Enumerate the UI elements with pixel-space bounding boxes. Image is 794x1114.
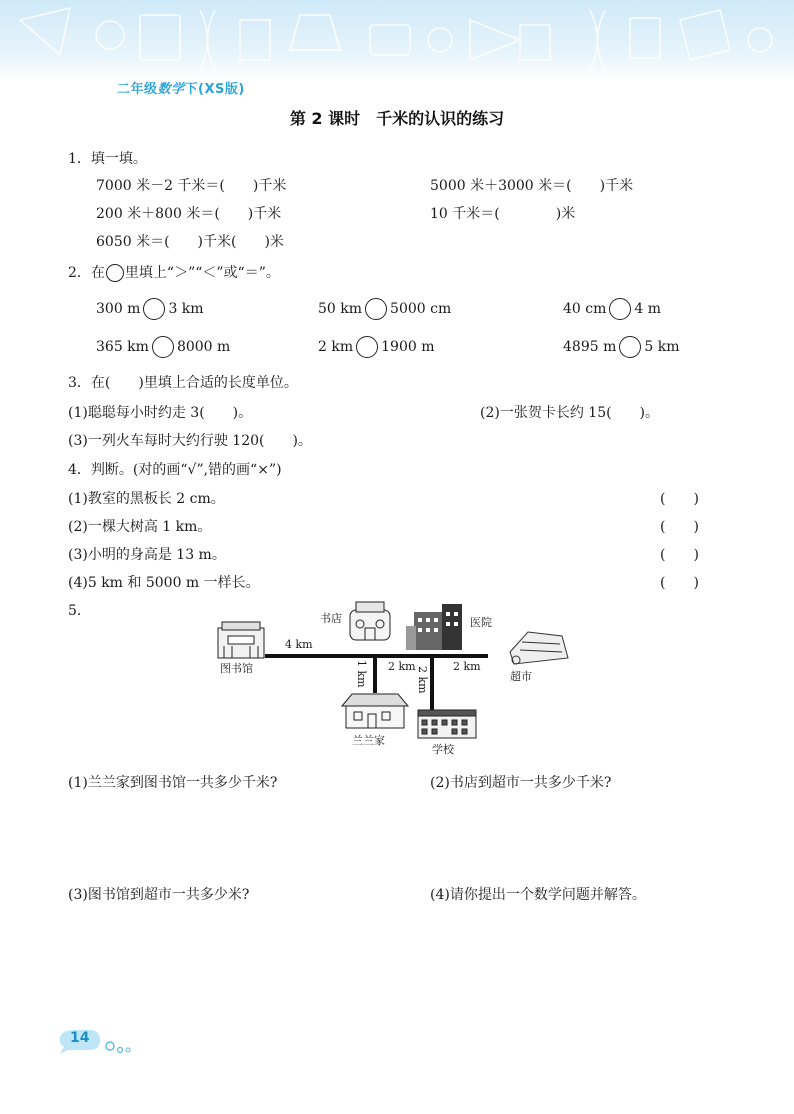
compare-circle-input[interactable] [152, 336, 174, 358]
library-label: 图书馆 [220, 662, 253, 675]
library-icon [218, 622, 264, 658]
q4-item: (4)5 km 和 5000 m 一样长。 [68, 575, 260, 591]
supermarket-icon [510, 632, 568, 664]
house-icon [342, 694, 408, 728]
page-badge-icon [54, 1024, 144, 1056]
q5-question: (1)兰兰家到图书馆一共多少千米? [68, 775, 278, 791]
q2-right: 8000 m [176, 339, 231, 355]
distance-supermarket: 2 km [453, 660, 481, 673]
judge-bracket[interactable]: ( ) [660, 519, 699, 535]
q2-right: 4 m [634, 301, 662, 317]
distance-school: 2 km [416, 666, 429, 694]
distance-library: 4 km [285, 638, 313, 651]
q2-item [563, 298, 661, 320]
page-number: 14 [70, 1030, 90, 1046]
q1-item: 7000 米－2 千米＝( )千米 [96, 178, 287, 194]
q2-heading-pre: 2．在 [68, 265, 105, 281]
q2-right: 5 km [644, 339, 680, 355]
q1-item: 6050 米＝( )千米( )米 [96, 234, 284, 250]
compare-circle-icon [106, 264, 124, 282]
compare-circle-input[interactable] [143, 298, 165, 320]
q4-item: (1)教室的黑板长 2 cm。 [68, 491, 225, 507]
q2-left: 50 km [318, 301, 363, 317]
q4-item: (3)小明的身高是 13 m。 [68, 547, 226, 563]
q3-item: (3)一列火车每时大约行驶 120( )。 [68, 433, 312, 449]
school-icon [418, 710, 476, 738]
judge-bracket[interactable]: ( ) [660, 547, 699, 563]
grade-suffix: 下(XS版) [184, 82, 245, 97]
page-number-badge [58, 1024, 104, 1056]
q2-left: 40 cm [563, 301, 607, 317]
grade-prefix: 二年级 [117, 82, 158, 97]
q2-item [318, 298, 451, 320]
q1-heading: 1．填一填。 [68, 151, 147, 167]
compare-circle-input[interactable] [365, 298, 387, 320]
supermarket-label: 超市 [510, 670, 532, 683]
q5-question: (4)请你提出一个数学问题并解答。 [430, 887, 646, 903]
q2-heading-post: 里填上“＞”“＜”或“＝”。 [124, 265, 280, 281]
lanlan-home-label: 兰兰家 [352, 734, 385, 747]
compare-circle-input[interactable] [356, 336, 378, 358]
school-label: 学校 [432, 743, 454, 756]
compare-circle-input[interactable] [609, 298, 631, 320]
q2-left: 300 m [96, 301, 141, 317]
grade-label [117, 78, 245, 97]
q2-heading [68, 262, 280, 282]
q2-right: 3 km [168, 301, 204, 317]
page-title: 第 2 课时 千米的认识的练习 [289, 109, 505, 128]
hospital-icon [406, 604, 462, 650]
q2-item [96, 298, 204, 320]
subject-label: 数学 [157, 82, 185, 97]
q2-item [318, 336, 434, 358]
judge-bracket[interactable]: ( ) [660, 491, 699, 507]
q3-item: (2)一张贺卡长约 15( )。 [480, 405, 660, 421]
judge-bracket[interactable]: ( ) [660, 575, 699, 591]
hospital-label: 医院 [470, 616, 492, 629]
compare-circle-input[interactable] [619, 336, 641, 358]
q2-item [563, 336, 679, 358]
q2-right: 5000 cm [390, 301, 452, 317]
q3-item: (1)聪聪每小时约走 3( )。 [68, 405, 253, 421]
q4-heading: 4．判断。(对的画“√”,错的画“×”) [68, 462, 282, 478]
route-map [210, 598, 580, 758]
q3-heading: 3．在( )里填上合适的长度单位。 [68, 375, 298, 391]
q5-heading: 5． [68, 603, 91, 619]
bookstore-icon [350, 602, 390, 640]
q1-item: 10 千米＝( )米 [430, 206, 576, 222]
header-decoration [0, 0, 794, 80]
q1-item: 5000 米＋3000 米＝( )千米 [430, 178, 634, 194]
q2-left: 365 km [96, 339, 149, 355]
q5-question: (3)图书馆到超市一共多少米? [68, 887, 250, 903]
q5-question: (2)书店到超市一共多少千米? [430, 775, 612, 791]
q1-item: 200 米＋800 米＝( )千米 [96, 206, 282, 222]
bookstore-label: 书店 [320, 612, 342, 625]
q4-item: (2)一棵大树高 1 km。 [68, 519, 212, 535]
q2-right: 1900 m [381, 339, 435, 355]
distance-lanlan: 1 km [355, 660, 368, 688]
q2-left: 4895 m [563, 339, 617, 355]
distance-middle: 2 km [388, 660, 416, 673]
q2-item [96, 336, 230, 358]
q2-left: 2 km [318, 339, 354, 355]
